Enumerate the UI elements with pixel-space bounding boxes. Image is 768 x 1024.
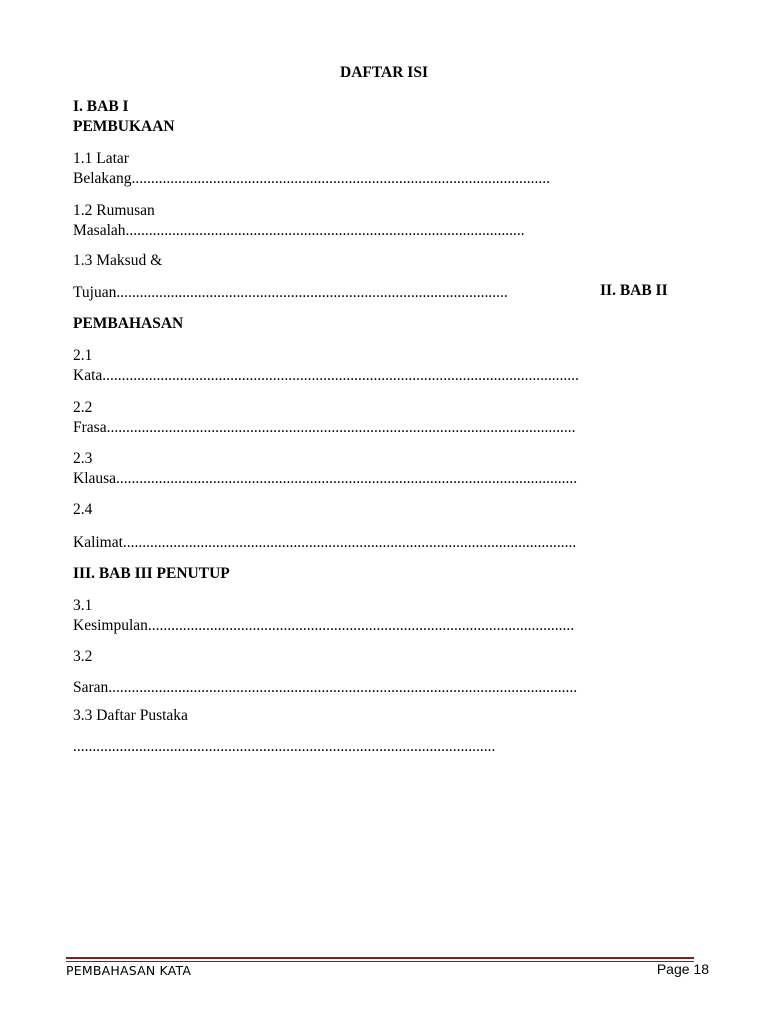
toc-entry-2-3-leader: Klausa....................................................................................................................... bbox=[73, 470, 578, 487]
toc-entry-1-1: 1.1 Latar bbox=[73, 150, 129, 167]
toc-entry-2-4: 2.4 bbox=[73, 501, 93, 518]
toc-entry-2-2-leader: Frasa......................................................................................................................... bbox=[73, 419, 576, 436]
toc-entry-3-2-leader: Saran......................................................................................................................... bbox=[73, 679, 578, 696]
toc-entry-2-1: 2.1 bbox=[73, 347, 93, 364]
toc-entry-3-2: 3.2 bbox=[73, 648, 93, 665]
toc-entry-2-4-leader: Kalimat..................................................................................................................... bbox=[73, 534, 577, 551]
toc-entry-3-3: 3.3 Daftar Pustaka bbox=[73, 707, 188, 724]
toc-entry-1-2: 1.2 Rumusan bbox=[73, 202, 155, 219]
toc-entry-1-3: 1.3 Maksud & bbox=[73, 252, 163, 269]
toc-chapter-1-title: PEMBUKAAN bbox=[73, 118, 175, 135]
toc-title: DAFTAR ISI bbox=[340, 64, 428, 81]
toc-chapter-2-title: PEMBAHASAN bbox=[73, 315, 184, 332]
toc-entry-2-2: 2.2 bbox=[73, 399, 93, 416]
footer-divider bbox=[66, 957, 694, 959]
toc-entry-1-1-leader: Belakang............................................................................................................ bbox=[73, 170, 551, 187]
page-number: Page 18 bbox=[656, 961, 709, 977]
toc-entry-2-3: 2.3 bbox=[73, 450, 93, 467]
footer-title: PEMBAHASAN KATA bbox=[66, 963, 192, 978]
toc-entry-1-3-leader: Tujuan..................................................................................................... bbox=[73, 284, 508, 301]
toc-chapter-3: III. BAB III PENUTUP bbox=[73, 565, 230, 582]
toc-entry-3-3-leader: ............................................................................................................. bbox=[73, 738, 496, 755]
toc-entry-1-2-leader: Masalah....................................................................................................... bbox=[73, 222, 525, 239]
toc-chapter-2: II. BAB II bbox=[600, 282, 668, 299]
toc-chapter-1: I. BAB I bbox=[73, 98, 129, 115]
toc-entry-3-1: 3.1 bbox=[73, 597, 93, 614]
toc-entry-2-1-leader: Kata........................................................................................................................... bbox=[73, 367, 579, 384]
toc-entry-3-1-leader: Kesimpulan.............................................................................................................. bbox=[73, 617, 575, 634]
footer-divider-thin bbox=[66, 961, 694, 962]
